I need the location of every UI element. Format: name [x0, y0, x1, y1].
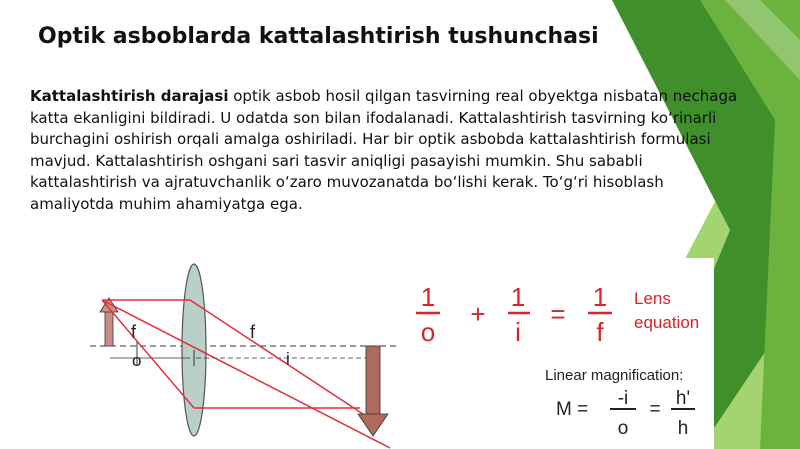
- label-object-distance: o: [132, 351, 142, 370]
- image-arrow-shaft: [366, 346, 380, 416]
- eq-numerator-1: 1: [420, 282, 436, 312]
- magnification-numerator-2: h': [675, 388, 691, 409]
- eq-denominator-o: o: [420, 317, 436, 347]
- lens-figure: [90, 258, 714, 449]
- paragraph-lead-bold: Kattalashtirish darajasi: [30, 87, 229, 105]
- ray-focal-in: [102, 300, 194, 408]
- paragraph-text: optik asbob hosil qilgan tasvirning real obyektga nisbatan nechaga katta ekanligini bildiradi. U odatda son bilan ifodalanadi. Kattalashtirish tasvirning koʻrinarli burchagini oshirish orqali amalga oshiriladi. Har bir optik asbobda kattalashtirish formulasi mavjud. Kattalashtirish oshgani sari tasvir aniqligi pasayishi mumkin. Shu sababli kattalashtirish va ajratuvchanlik oʻzaro muvozanatda boʻlishi kerak. Toʻgʻri hisoblash amaliyotda muhim ahamiyatga ega.: [30, 87, 738, 213]
- linear-magnification: [545, 367, 695, 439]
- eq-numerator-2: 1: [510, 282, 526, 312]
- ray-center: [102, 300, 390, 448]
- label-image-distance: i: [286, 349, 290, 368]
- eq-plus: +: [470, 299, 486, 329]
- magnification-numerator-1: -i: [617, 388, 629, 409]
- label-focal-right: f: [250, 322, 256, 342]
- label-focal-left: f: [131, 322, 137, 342]
- eq-label-equation: equation: [634, 313, 700, 332]
- magnification-lhs: M =: [556, 399, 589, 420]
- eq-numerator-3: 1: [592, 282, 608, 312]
- eq-denominator-f: f: [596, 317, 604, 347]
- eq-denominator-i: i: [515, 317, 521, 347]
- magnification-denominator-2: h: [677, 418, 689, 439]
- magnification-heading: Linear magnification:: [545, 367, 684, 384]
- object-arrow-shaft: [105, 310, 113, 346]
- eq-equals: =: [550, 299, 566, 329]
- eq-label-lens: Lens: [634, 289, 671, 308]
- lens-equation: [416, 282, 699, 347]
- lens-figure-svg: [90, 258, 714, 449]
- image-arrow-head: [358, 414, 388, 436]
- magnification-denominator-1: o: [617, 418, 629, 439]
- body-paragraph: [30, 86, 750, 215]
- magnification-equals: =: [649, 399, 661, 420]
- slide-title: Optik asboblarda kattalashtirish tushunchasi: [38, 24, 599, 49]
